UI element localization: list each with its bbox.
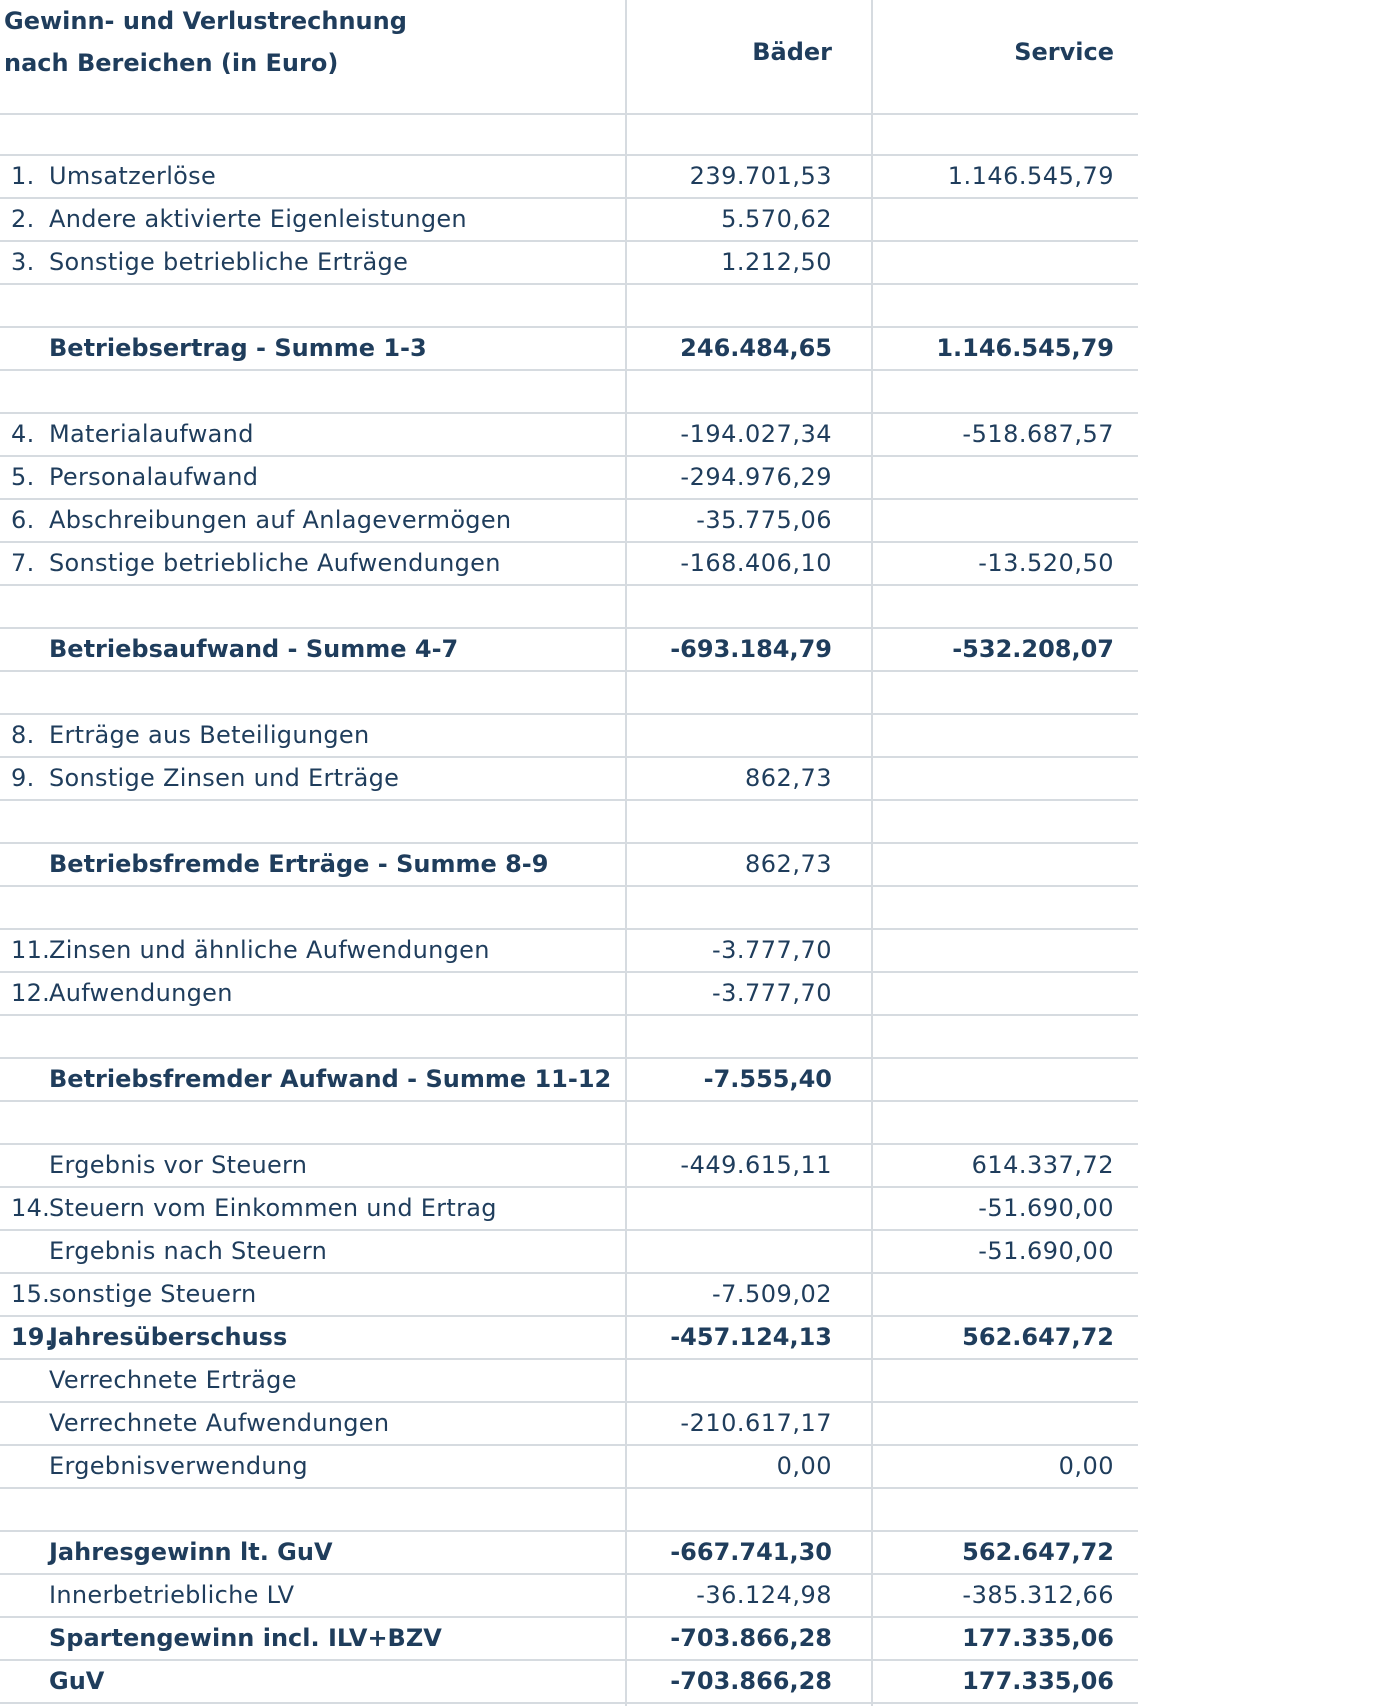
table-spacer-row [0, 1016, 1138, 1059]
row-value-service: 562.647,72 [962, 1323, 1114, 1351]
row-value-service: 1.146.545,79 [947, 162, 1114, 190]
table-row [0, 973, 1138, 1016]
row-value-baeder: -457.124,13 [670, 1323, 832, 1351]
row-label: GuV [49, 1667, 105, 1695]
row-label: Sonstige betriebliche Erträge [49, 248, 409, 276]
row-value-service: 177.335,06 [962, 1624, 1114, 1652]
row-value-service: -51.690,00 [978, 1194, 1114, 1222]
row-value-baeder: -35.775,06 [696, 506, 832, 534]
table-row [0, 930, 1138, 973]
table-title [4, 0, 407, 84]
row-value-baeder: -294.976,29 [680, 463, 832, 491]
row-value-baeder: -168.406,10 [680, 549, 832, 577]
row-value-service: 614.337,72 [971, 1151, 1114, 1179]
table-row [0, 1403, 1138, 1446]
table-row [0, 199, 1138, 242]
table-row [0, 1188, 1138, 1231]
row-label: Spartengewinn incl. ILV+BZV [49, 1624, 442, 1652]
row-label: Jahresüberschuss [49, 1323, 288, 1351]
table-row [0, 1661, 1138, 1704]
row-number: 8. [11, 721, 35, 749]
table-row [0, 500, 1138, 543]
row-number: 6. [11, 506, 35, 534]
row-number: 9. [11, 764, 35, 792]
table-row [0, 1274, 1138, 1317]
row-value-baeder: -210.617,17 [680, 1409, 832, 1437]
row-label: Aufwendungen [49, 979, 233, 1007]
row-label: Steuern vom Einkommen und Ertrag [49, 1194, 497, 1222]
row-value-baeder: -194.027,34 [680, 420, 832, 448]
row-number: 2. [11, 205, 35, 233]
row-value-baeder: -7.509,02 [711, 1280, 832, 1308]
row-label: Betriebsfremde Erträge - Summe 8-9 [49, 850, 549, 878]
table-spacer-row [0, 371, 1138, 414]
table-row [0, 629, 1138, 672]
row-label: Verrechnete Aufwendungen [49, 1409, 390, 1437]
row-label: Jahresgewinn lt. GuV [49, 1538, 333, 1566]
row-number: 15. [11, 1280, 51, 1308]
table-title-line2: nach Bereichen (in Euro) [4, 49, 339, 77]
table-header [0, 0, 1138, 115]
row-number: 4. [11, 420, 35, 448]
row-value-baeder: 862,73 [745, 850, 832, 878]
table-row [0, 1532, 1138, 1575]
row-value-baeder: -7.555,40 [703, 1065, 832, 1093]
table-row [0, 1575, 1138, 1618]
row-number: 1. [11, 162, 35, 190]
row-value-service: -385.312,66 [962, 1581, 1114, 1609]
table-row [0, 242, 1138, 285]
row-value-baeder: 239.701,53 [689, 162, 832, 190]
row-value-baeder: -3.777,70 [711, 979, 832, 1007]
row-number: 7. [11, 549, 35, 577]
row-value-baeder: -449.615,11 [680, 1151, 832, 1179]
row-number: 3. [11, 248, 35, 276]
row-value-service: 1.146.545,79 [936, 334, 1114, 362]
table-spacer-row [0, 672, 1138, 715]
row-value-service: -518.687,57 [962, 420, 1114, 448]
row-value-baeder: 0,00 [776, 1452, 832, 1480]
row-value-service: 0,00 [1058, 1452, 1114, 1480]
table-spacer-row [0, 586, 1138, 629]
table-row [0, 1317, 1138, 1360]
table-title-line1: Gewinn- und Verlustrechnung [4, 7, 407, 35]
row-number: 12. [11, 979, 51, 1007]
column-header-service: Service [1014, 38, 1114, 66]
row-number: 5. [11, 463, 35, 491]
row-label: Ergebnisverwendung [49, 1452, 308, 1480]
row-label: Betriebsaufwand - Summe 4-7 [49, 635, 459, 663]
table-row [0, 715, 1138, 758]
row-value-service: 562.647,72 [962, 1538, 1114, 1566]
row-value-baeder: -3.777,70 [711, 936, 832, 964]
row-value-service: 177.335,06 [962, 1667, 1114, 1695]
table-row [0, 457, 1138, 500]
row-label: Ergebnis vor Steuern [49, 1151, 308, 1179]
row-label: Verrechnete Erträge [49, 1366, 297, 1394]
row-value-baeder: -667.741,30 [670, 1538, 832, 1566]
row-value-baeder: 246.484,65 [680, 334, 832, 362]
row-label: Sonstige betriebliche Aufwendungen [49, 549, 501, 577]
row-label: Ergebnis nach Steuern [49, 1237, 328, 1265]
column-header-baeder: Bäder [752, 38, 832, 66]
table-body [0, 113, 1138, 1704]
row-label: sonstige Steuern [49, 1280, 257, 1308]
row-label: Materialaufwand [49, 420, 254, 448]
table-row [0, 1446, 1138, 1489]
row-label: Erträge aus Beteiligungen [49, 721, 370, 749]
row-number: 19. [11, 1323, 54, 1351]
row-value-baeder: -703.866,28 [670, 1624, 832, 1652]
row-label: Umsatzerlöse [49, 162, 217, 190]
table-row [0, 758, 1138, 801]
row-value-baeder: 862,73 [745, 764, 832, 792]
row-value-service: -51.690,00 [978, 1237, 1114, 1265]
table-row [0, 844, 1138, 887]
table-spacer-row [0, 285, 1138, 328]
row-label: Betriebsfremder Aufwand - Summe 11-12 [49, 1065, 612, 1093]
table-row [0, 156, 1138, 199]
row-label: Personalaufwand [49, 463, 259, 491]
row-number: 14. [11, 1194, 51, 1222]
row-value-service: -532.208,07 [952, 635, 1114, 663]
table-row [0, 543, 1138, 586]
table-spacer-row [0, 1489, 1138, 1532]
row-label: Zinsen und ähnliche Aufwendungen [49, 936, 490, 964]
row-label: Abschreibungen auf Anlagevermögen [49, 506, 512, 534]
row-label: Sonstige Zinsen und Erträge [49, 764, 400, 792]
row-value-baeder: -693.184,79 [670, 635, 832, 663]
table-spacer-row [0, 1102, 1138, 1145]
row-number: 11. [11, 936, 51, 964]
row-label: Betriebsertrag - Summe 1-3 [49, 334, 427, 362]
table-row [0, 1231, 1138, 1274]
table-row [0, 1145, 1138, 1188]
table-row [0, 1059, 1138, 1102]
row-value-baeder: 1.212,50 [721, 248, 832, 276]
table-spacer-row [0, 801, 1138, 844]
row-value-baeder: 5.570,62 [721, 205, 832, 233]
row-value-service: -13.520,50 [978, 549, 1114, 577]
table-row [0, 414, 1138, 457]
table-spacer-row [0, 113, 1138, 156]
row-label: Innerbetriebliche LV [49, 1581, 295, 1609]
row-label: Andere aktivierte Eigenleistungen [49, 205, 467, 233]
table-row [0, 1618, 1138, 1661]
row-value-baeder: -36.124,98 [696, 1581, 832, 1609]
table-row [0, 328, 1138, 371]
table-spacer-row [0, 887, 1138, 930]
row-value-baeder: -703.866,28 [670, 1667, 832, 1695]
table-row [0, 1360, 1138, 1403]
